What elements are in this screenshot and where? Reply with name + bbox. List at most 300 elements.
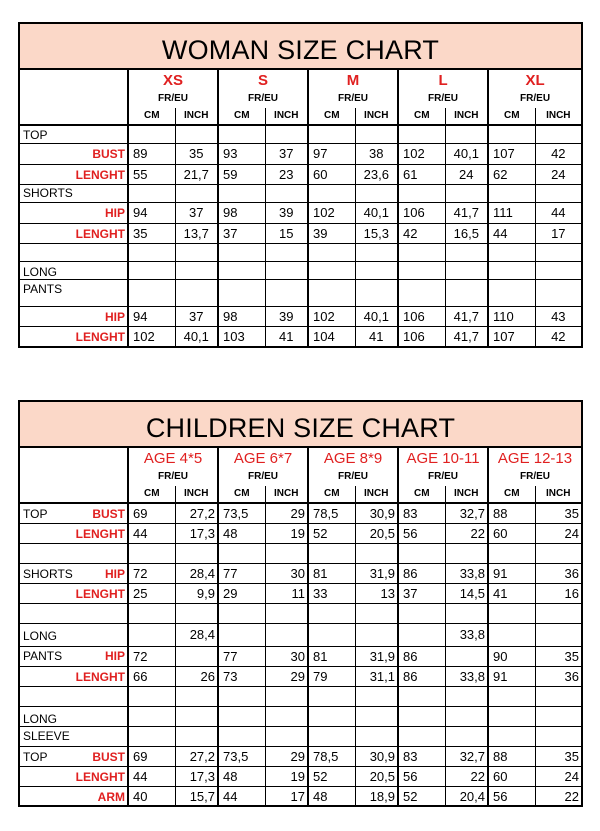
value-cell: 19 — [265, 523, 308, 543]
value-cell — [175, 125, 218, 143]
table-row — [20, 243, 581, 261]
category-label: LONG — [23, 711, 58, 726]
row-label — [20, 279, 128, 306]
value-cell: 94 — [128, 306, 175, 326]
value-cell: 60 — [308, 164, 355, 184]
value-cell — [308, 726, 355, 746]
table-row — [20, 306, 581, 326]
value-cell: 77 — [218, 646, 265, 666]
table-row — [20, 646, 581, 666]
value-cell — [355, 279, 398, 306]
value-cell: 15 — [265, 223, 308, 243]
value-cell — [535, 706, 581, 726]
value-cell — [218, 726, 265, 746]
measure-label: LENGHT — [75, 526, 125, 541]
value-cell: 72 — [128, 563, 175, 583]
row-label — [20, 726, 128, 746]
category-label: LONG — [23, 264, 58, 279]
value-cell — [398, 706, 445, 726]
value-cell — [128, 623, 175, 646]
value-cell — [265, 543, 308, 563]
value-cell: 19 — [265, 766, 308, 786]
value-cell: 38 — [355, 143, 398, 164]
row-label — [20, 143, 128, 164]
value-cell — [128, 261, 175, 279]
value-cell — [445, 543, 488, 563]
table-row — [20, 706, 581, 726]
value-cell — [488, 726, 535, 746]
value-cell: 78,5 — [308, 746, 355, 766]
value-cell: 17 — [535, 223, 581, 243]
value-cell — [355, 543, 398, 563]
table-row — [20, 326, 581, 346]
value-cell — [398, 726, 445, 746]
value-cell — [398, 623, 445, 646]
row-label — [20, 666, 128, 686]
table-row — [20, 623, 581, 646]
value-cell: 52 — [308, 766, 355, 786]
value-cell: 41,7 — [445, 306, 488, 326]
value-cell: 88 — [488, 503, 535, 523]
measure-label: BUST — [92, 146, 125, 161]
value-cell — [398, 261, 445, 279]
value-cell: 20,4 — [445, 786, 488, 806]
value-cell — [308, 686, 355, 706]
value-cell: 42 — [398, 223, 445, 243]
size-label: L — [398, 70, 488, 90]
value-cell: 40,1 — [355, 202, 398, 223]
table-row — [20, 184, 581, 202]
row-label — [20, 583, 128, 603]
size-label: XS — [128, 70, 218, 90]
value-cell — [218, 184, 265, 202]
row-label — [20, 326, 128, 346]
value-cell — [535, 623, 581, 646]
table-row — [20, 125, 581, 143]
value-cell — [488, 125, 535, 143]
value-cell: 59 — [218, 164, 265, 184]
value-cell: 98 — [218, 306, 265, 326]
value-cell: 43 — [535, 306, 581, 326]
row-label — [20, 706, 128, 726]
value-cell — [535, 261, 581, 279]
value-cell — [355, 261, 398, 279]
value-cell: 37 — [218, 223, 265, 243]
value-cell — [308, 543, 355, 563]
value-cell — [218, 279, 265, 306]
value-cell: 40,1 — [175, 326, 218, 346]
unit-cm: CM — [218, 486, 265, 503]
value-cell: 102 — [308, 202, 355, 223]
category-label: TOP — [23, 507, 48, 521]
value-cell: 17,3 — [175, 523, 218, 543]
unit-inch: INCH — [535, 486, 581, 503]
measure-label: LENGHT — [75, 226, 125, 241]
value-cell: 73,5 — [218, 503, 265, 523]
value-cell — [355, 125, 398, 143]
value-cell — [265, 184, 308, 202]
value-cell — [175, 646, 218, 666]
unit-cm: CM — [218, 108, 265, 125]
table-row — [20, 686, 581, 706]
value-cell: 23 — [265, 164, 308, 184]
value-cell — [265, 706, 308, 726]
value-cell: 40,1 — [445, 143, 488, 164]
value-cell: 37 — [175, 202, 218, 223]
value-cell: 14,5 — [445, 583, 488, 603]
value-cell — [488, 261, 535, 279]
value-cell — [175, 184, 218, 202]
table-row — [20, 746, 581, 766]
children-size-table — [20, 448, 581, 806]
value-cell: 42 — [535, 143, 581, 164]
value-cell — [128, 279, 175, 306]
unit-cm: CM — [488, 486, 535, 503]
value-cell: 78,5 — [308, 503, 355, 523]
woman-size-chart — [18, 22, 583, 348]
value-cell: 33,8 — [445, 666, 488, 686]
unit-cm: CM — [308, 108, 355, 125]
value-cell — [355, 686, 398, 706]
measure-label: LENGHT — [75, 329, 125, 344]
value-cell: 15,3 — [355, 223, 398, 243]
value-cell — [488, 243, 535, 261]
system-label: FR/EU — [520, 93, 551, 104]
value-cell — [535, 243, 581, 261]
value-cell: 81 — [308, 646, 355, 666]
value-cell — [355, 603, 398, 623]
value-cell — [128, 706, 175, 726]
system-label: FR/EU — [398, 90, 488, 108]
value-cell — [265, 125, 308, 143]
value-cell: 91 — [488, 563, 535, 583]
value-cell: 35 — [535, 746, 581, 766]
value-cell — [535, 686, 581, 706]
value-cell: 31,9 — [355, 646, 398, 666]
row-label — [20, 125, 128, 143]
value-cell: 40 — [128, 786, 175, 806]
system-header-row — [20, 90, 581, 108]
value-cell — [218, 543, 265, 563]
value-cell — [535, 184, 581, 202]
value-cell — [218, 686, 265, 706]
system-label: FR/EU — [218, 90, 308, 108]
value-cell — [308, 125, 355, 143]
size-label: S — [218, 70, 308, 90]
value-cell — [535, 279, 581, 306]
value-cell: 16,5 — [445, 223, 488, 243]
value-cell: 41 — [488, 583, 535, 603]
size-header-row — [20, 70, 581, 90]
size-label: XL — [525, 71, 545, 89]
row-label — [20, 563, 128, 583]
value-cell: 31,9 — [355, 563, 398, 583]
value-cell — [398, 243, 445, 261]
value-cell — [265, 686, 308, 706]
value-cell: 29 — [265, 503, 308, 523]
value-cell: 29 — [265, 666, 308, 686]
value-cell: 25 — [128, 583, 175, 603]
value-cell: 15,7 — [175, 786, 218, 806]
system-label: FR/EU — [520, 471, 551, 482]
corner-cell — [20, 448, 128, 468]
value-cell: 41 — [265, 326, 308, 346]
table-row — [20, 583, 581, 603]
value-cell: 39 — [265, 306, 308, 326]
value-cell: 107 — [488, 143, 535, 164]
value-cell: 13,7 — [175, 223, 218, 243]
value-cell — [308, 279, 355, 306]
value-cell — [535, 726, 581, 746]
value-cell: 32,7 — [445, 503, 488, 523]
row-label — [20, 503, 128, 523]
value-cell: 33,8 — [445, 623, 488, 646]
system-label: FR/EU — [398, 468, 488, 486]
value-cell: 35 — [535, 646, 581, 666]
row-label — [20, 164, 128, 184]
size-label: AGE 8*9 — [308, 448, 398, 468]
value-cell: 60 — [488, 766, 535, 786]
table-row — [20, 261, 581, 279]
unit-inch: INCH — [265, 108, 308, 125]
value-cell — [218, 623, 265, 646]
value-cell: 55 — [128, 164, 175, 184]
value-cell: 21,7 — [175, 164, 218, 184]
value-cell: 79 — [308, 666, 355, 686]
size-label: AGE 6*7 — [218, 448, 308, 468]
unit-cm: CM — [398, 108, 445, 125]
value-cell: 33 — [308, 583, 355, 603]
value-cell: 98 — [218, 202, 265, 223]
value-cell — [265, 623, 308, 646]
measure-label: HIP — [104, 648, 125, 663]
value-cell — [218, 706, 265, 726]
value-cell: 13 — [355, 583, 398, 603]
row-label — [20, 603, 128, 623]
value-cell — [265, 261, 308, 279]
value-cell: 88 — [488, 746, 535, 766]
children-chart-title: CHILDREN SIZE CHART — [20, 402, 581, 448]
value-cell — [398, 279, 445, 306]
value-cell — [218, 243, 265, 261]
value-cell: 93 — [218, 143, 265, 164]
unit-inch: INCH — [175, 108, 218, 125]
value-cell: 22 — [535, 786, 581, 806]
unit-inch: INCH — [175, 486, 218, 503]
unit-inch: INCH — [445, 108, 488, 125]
size-label: AGE 4*5 — [128, 448, 218, 468]
value-cell: 102 — [308, 306, 355, 326]
value-cell — [128, 603, 175, 623]
value-cell: 86 — [398, 563, 445, 583]
value-cell: 28,4 — [175, 563, 218, 583]
value-cell — [308, 623, 355, 646]
value-cell: 44 — [488, 223, 535, 243]
value-cell: 56 — [488, 786, 535, 806]
value-cell: 41 — [355, 326, 398, 346]
value-cell: 35 — [535, 503, 581, 523]
unit-cm: CM — [308, 486, 355, 503]
table-row — [20, 766, 581, 786]
measure-label: BUST — [92, 507, 125, 521]
unit-inch: INCH — [445, 486, 488, 503]
value-cell — [445, 726, 488, 746]
category-label: SHORTS — [23, 185, 73, 200]
children-size-chart — [18, 400, 583, 807]
value-cell: 73 — [218, 666, 265, 686]
category-label: TOP — [23, 749, 48, 764]
value-cell — [308, 243, 355, 261]
unit-header-row — [20, 486, 581, 503]
value-cell: 91 — [488, 666, 535, 686]
row-label — [20, 223, 128, 243]
row-label — [20, 243, 128, 261]
value-cell: 89 — [128, 143, 175, 164]
unit-cm: CM — [488, 108, 535, 125]
size-label: AGE 12-13 — [497, 449, 573, 467]
value-cell: 29 — [265, 746, 308, 766]
value-cell: 17 — [265, 786, 308, 806]
value-cell: 60 — [488, 523, 535, 543]
system-label: FR/EU — [128, 468, 218, 486]
value-cell — [128, 543, 175, 563]
value-cell — [128, 726, 175, 746]
row-label — [20, 786, 128, 806]
value-cell: 56 — [398, 523, 445, 543]
value-cell: 72 — [128, 646, 175, 666]
measure-label: ARM — [97, 789, 125, 804]
value-cell — [355, 623, 398, 646]
unit-cm: CM — [128, 108, 175, 125]
value-cell: 36 — [535, 563, 581, 583]
category-label: LONG — [23, 628, 58, 643]
table-row — [20, 279, 581, 306]
row-label — [20, 686, 128, 706]
value-cell: 62 — [488, 164, 535, 184]
size-header-row — [20, 448, 581, 468]
value-cell: 36 — [535, 666, 581, 686]
value-cell: 35 — [128, 223, 175, 243]
value-cell: 17,3 — [175, 766, 218, 786]
size-label: M — [308, 70, 398, 90]
table-row — [20, 603, 581, 623]
value-cell: 103 — [218, 326, 265, 346]
value-cell — [488, 543, 535, 563]
value-cell — [128, 686, 175, 706]
value-cell — [308, 184, 355, 202]
table-row — [20, 666, 581, 686]
value-cell — [535, 543, 581, 563]
value-cell: 97 — [308, 143, 355, 164]
system-label: FR/EU — [308, 90, 398, 108]
value-cell: 41,7 — [445, 202, 488, 223]
value-cell — [488, 686, 535, 706]
category-label: TOP — [23, 128, 48, 142]
value-cell — [398, 125, 445, 143]
unit-cm: CM — [398, 486, 445, 503]
system-label: FR/EU — [218, 468, 308, 486]
size-label: AGE 10-11 — [398, 448, 488, 468]
value-cell — [128, 184, 175, 202]
unit-inch: INCH — [535, 108, 581, 125]
value-cell: 24 — [535, 523, 581, 543]
value-cell: 106 — [398, 326, 445, 346]
value-cell: 20,5 — [355, 523, 398, 543]
value-cell — [488, 623, 535, 646]
measure-label: HIP — [104, 566, 125, 581]
value-cell: 61 — [398, 164, 445, 184]
value-cell: 77 — [218, 563, 265, 583]
value-cell: 30 — [265, 646, 308, 666]
woman-size-table — [20, 70, 581, 346]
value-cell — [355, 706, 398, 726]
system-label: FR/EU — [128, 90, 218, 108]
value-cell: 39 — [265, 202, 308, 223]
value-cell: 30 — [265, 563, 308, 583]
value-cell — [488, 184, 535, 202]
table-row — [20, 726, 581, 746]
value-cell: 44 — [535, 202, 581, 223]
value-cell: 26 — [175, 666, 218, 686]
value-cell: 111 — [488, 202, 535, 223]
row-label — [20, 623, 128, 646]
value-cell: 83 — [398, 503, 445, 523]
value-cell: 69 — [128, 746, 175, 766]
value-cell: 106 — [398, 202, 445, 223]
value-cell: 104 — [308, 326, 355, 346]
value-cell: 23,6 — [355, 164, 398, 184]
value-cell: 28,4 — [175, 623, 218, 646]
table-row — [20, 202, 581, 223]
value-cell: 40,1 — [355, 306, 398, 326]
row-label — [20, 306, 128, 326]
row-label — [20, 261, 128, 279]
table-row — [20, 563, 581, 583]
table-row — [20, 223, 581, 243]
value-cell — [265, 726, 308, 746]
row-label — [20, 523, 128, 543]
row-label — [20, 646, 128, 666]
value-cell: 31,1 — [355, 666, 398, 686]
table-row — [20, 164, 581, 184]
value-cell — [445, 706, 488, 726]
value-cell — [175, 726, 218, 746]
value-cell — [308, 706, 355, 726]
unit-inch: INCH — [265, 486, 308, 503]
value-cell: 32,7 — [445, 746, 488, 766]
value-cell: 106 — [398, 306, 445, 326]
value-cell: 37 — [175, 306, 218, 326]
value-cell: 27,2 — [175, 503, 218, 523]
value-cell: 48 — [308, 786, 355, 806]
value-cell — [175, 603, 218, 623]
value-cell — [398, 686, 445, 706]
value-cell: 24 — [535, 164, 581, 184]
value-cell: 83 — [398, 746, 445, 766]
row-label — [20, 184, 128, 202]
value-cell — [445, 261, 488, 279]
value-cell — [445, 279, 488, 306]
unit-inch: INCH — [355, 108, 398, 125]
value-cell: 24 — [535, 766, 581, 786]
value-cell — [488, 603, 535, 623]
table-row — [20, 143, 581, 164]
value-cell: 22 — [445, 766, 488, 786]
value-cell — [175, 261, 218, 279]
value-cell: 9,9 — [175, 583, 218, 603]
measure-label: LENGHT — [75, 769, 125, 784]
value-cell — [355, 184, 398, 202]
